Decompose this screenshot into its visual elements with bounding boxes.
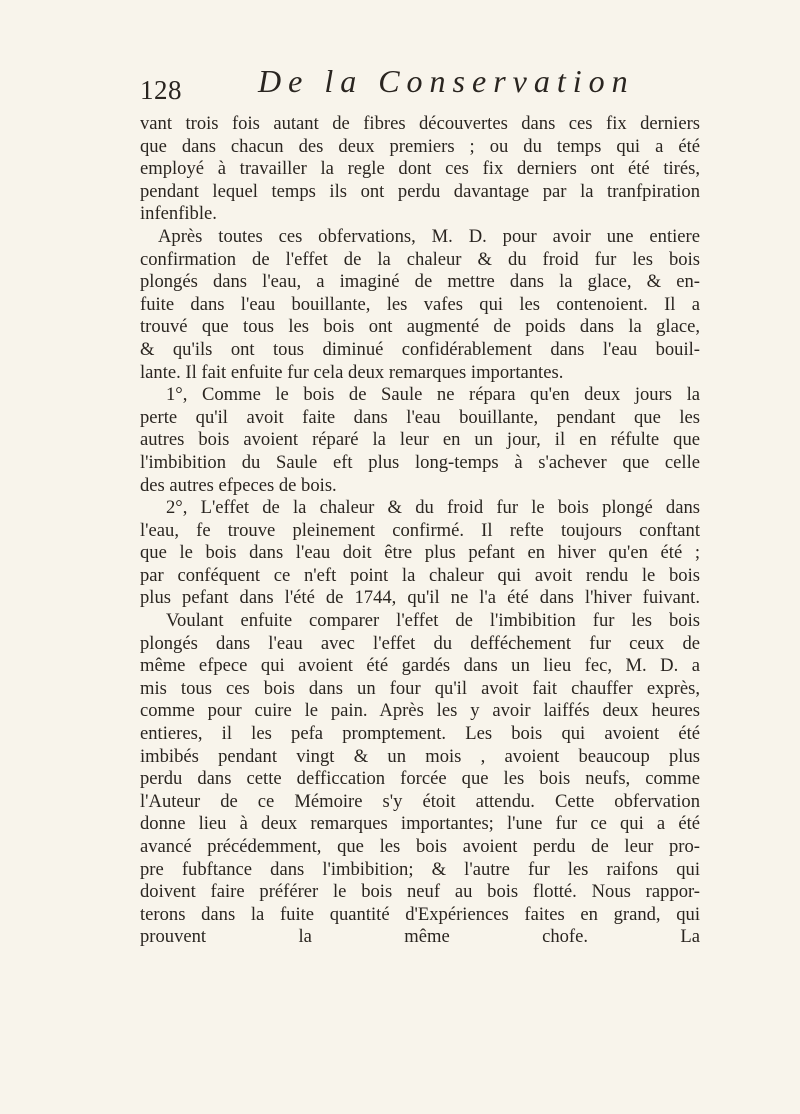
text-line: plongés dans l'eau avec l'effet du defféchement fur ceux de — [140, 632, 700, 654]
text-line: plongés dans l'eau, a imaginé de mettre dans la glace, & en- — [140, 271, 700, 293]
text-line: terons dans la fuite quantité d'Expériences faites en grand, qui — [140, 903, 700, 925]
text-line: perdu dans cette defficcation forcée que les bois neufs, comme — [140, 768, 700, 790]
page-number: 128 — [140, 75, 182, 105]
text-line: même efpece qui avoient été gardés dans un lieu fec, M. D. a — [140, 655, 700, 677]
text-line: 2°, L'effet de la chaleur & du froid fur le bois plongé dans — [166, 497, 700, 519]
text-line: imbibés pendant vingt & un mois , avoient beaucoup plus — [140, 745, 700, 767]
text-line: prouvent la même chofe. La — [140, 926, 700, 948]
text-line: lante. Il fait enfuite fur cela deux remarques importantes. — [140, 361, 564, 383]
text-line: infenfible. — [140, 203, 217, 225]
text-line: 1°, Comme le bois de Saule ne répara qu'en deux jours la — [166, 384, 700, 406]
text-line: vant trois fois autant de fibres découvertes dans ces fix derniers — [140, 113, 700, 134]
page-header — [140, 63, 700, 109]
text-line: l'imbibition du Saule eft plus long-temps à s'achever que celle — [140, 451, 700, 473]
text-line: perte qu'il avoit faite dans l'eau bouillante, pendant que les — [140, 406, 700, 428]
text-line: comme pour cuire le pain. Après les y avoir laiffés deux heures — [140, 700, 700, 722]
text-line: avancé précédemment, que les bois avoient perdu de leur pro- — [140, 836, 700, 857]
text-line: donne lieu à deux remarques importantes; l'une fur ce qui a été — [140, 813, 700, 835]
text-line: l'Auteur de ce Mémoire s'y étoit attendu. Cette obfervation — [140, 790, 700, 812]
text-line: par conféquent ce n'eft point la chaleur qui avoit rendu le bois — [140, 564, 700, 586]
running-title: De la Conservation — [258, 63, 635, 99]
text-line: doivent faire préférer le bois neuf au bois flotté. Nous rappor- — [140, 881, 700, 903]
text-line: mis tous ces bois dans un four qu'il avoit fait chauffer exprès, — [140, 677, 700, 699]
body-text — [140, 113, 700, 949]
text-line: Voulant enfuite comparer l'effet de l'imbibition fur les bois — [166, 610, 700, 632]
text-line: fuite dans l'eau bouillante, les vafes qui les contenoient. Il a — [140, 293, 700, 315]
text-line: employé à travailler la regle dont ces fix derniers ont été tirés, — [140, 158, 700, 180]
text-line: l'eau, fe trouve pleinement confirmé. Il refte toujours conftant — [140, 519, 700, 541]
text-line: pre fubftance dans l'imbibition; & l'autre fur les raifons qui — [140, 858, 700, 880]
text-line: Après toutes ces obfervations, M. D. pour avoir une entiere — [158, 225, 700, 247]
text-line: que le bois dans l'eau doit être plus pefant en hiver qu'en été ; — [140, 542, 700, 564]
text-line: que dans chacun des deux premiers ; ou du temps qui a été — [140, 135, 700, 157]
text-line: plus pefant dans l'été de 1744, qu'il ne l'a été dans l'hiver fuivant. — [140, 587, 700, 609]
text-line: confirmation de l'effet de la chaleur & du froid fur les bois — [140, 248, 700, 270]
text-line: trouvé que tous les bois ont augmenté de poids dans la glace, — [140, 316, 700, 338]
text-line: entieres, il les pefa promptement. Les bois qui avoient été — [140, 723, 700, 745]
text-line: des autres efpeces de bois. — [140, 474, 337, 496]
text-line: pendant lequel temps ils ont perdu davantage par la tranfpiration — [140, 180, 700, 202]
text-line: autres bois avoient réparé la leur en un jour, il en réfulte que — [140, 429, 700, 451]
text-line: & qu'ils ont tous diminué confidérablement dans l'eau bouil- — [140, 338, 700, 360]
